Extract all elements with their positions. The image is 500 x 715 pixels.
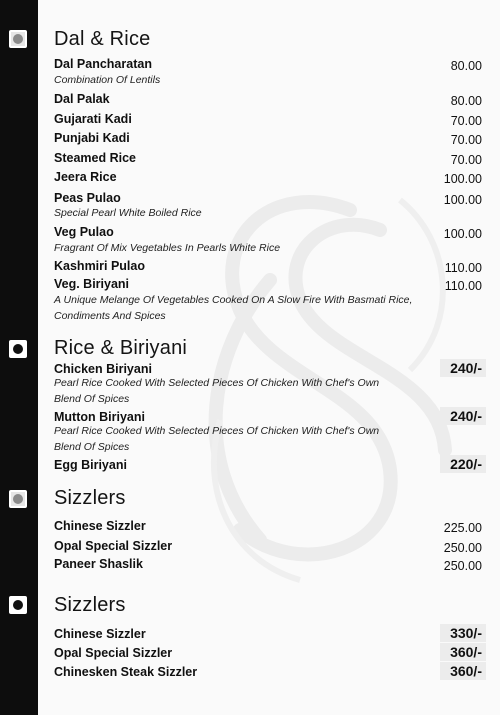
menu-item-price: 100.00 [443,227,482,241]
menu-item-desc: Special Pearl White Boiled Rice [54,207,202,219]
menu-item-price: 100.00 [443,172,482,186]
menu-item-price: 80.00 [450,94,482,108]
menu-item-price: 240/- [440,359,486,377]
menu-item-price: 360/- [440,643,486,661]
section-bullet-icon [9,596,27,614]
menu-item-price: 70.00 [450,153,482,167]
section-bullet-icon [9,30,27,48]
menu-item-desc: Fragrant Of Mix Vegetables In Pearls White Rice [54,242,281,254]
menu-item-name: Egg Biriyani [54,458,127,472]
menu-item-price: 250.00 [443,541,482,555]
menu-item-desc: Combination Of Lentils [54,74,161,86]
menu-item-name: Chicken Biriyani [54,362,152,376]
menu-item-name: Veg Pulao [54,225,114,239]
menu-item-price: 360/- [440,662,486,680]
menu-item-name: Dal Palak [54,92,110,106]
section-title-sizzlers-2: Sizzlers [54,594,126,616]
menu-item-name: Paneer Shaslik [54,557,143,571]
menu-item-name: Punjabi Kadi [54,131,130,145]
menu-item-price: 100.00 [443,193,482,207]
menu-item-name: Jeera Rice [54,170,117,184]
menu-item-name: Kashmiri Pulao [54,259,145,273]
menu-item-price: 220/- [440,455,486,473]
section-title-dal-rice: Dal & Rice [54,28,151,50]
menu-item-name: Opal Special Sizzler [54,539,173,553]
menu-item-price: 110.00 [444,261,482,275]
menu-item-name: Peas Pulao [54,191,121,205]
menu-item-name: Gujarati Kadi [54,112,132,126]
menu-item-name: Opal Special Sizzler [54,646,173,660]
menu-item-price: 80.00 [450,59,482,73]
section-title-rice-biriyani: Rice & Biriyani [54,337,188,359]
section-bullet-icon [9,340,27,358]
menu-item-desc: A Unique Melange Of Vegetables Cooked On A Slow Fire With Basmati Rice, Condiments And Spices [54,294,413,322]
menu-item-price: 70.00 [450,114,482,128]
section-title-sizzlers: Sizzlers [54,487,126,509]
menu-item-price: 70.00 [450,133,482,147]
section-bullet-icon [9,490,27,508]
menu-item-price: 250.00 [443,559,482,573]
menu-item-name: Mutton Biriyani [54,410,145,424]
menu-item-price: 240/- [440,407,486,425]
menu-item-desc: Pearl Rice Cooked With Selected Pieces Of Chicken With Chef's Own Blend Of Spices [54,377,380,405]
menu-item-price: 330/- [440,624,486,642]
menu-item-price: 225.00 [443,521,482,535]
menu-item-name: Veg. Biriyani [54,277,130,291]
menu-item-price: 110.00 [444,279,482,293]
menu-item-name: Steamed Rice [54,151,136,165]
menu-item-name: Chinese Sizzler [54,519,146,533]
menu-item-name: Dal Pancharatan [54,57,152,71]
menu-item-desc: Pearl Rice Cooked With Selected Pieces Of Chicken With Chef's Own Blend Of Spices [54,425,380,453]
menu-item-name: Chinesken Steak Sizzler [54,665,198,679]
menu-item-name: Chinese Sizzler [54,627,146,641]
